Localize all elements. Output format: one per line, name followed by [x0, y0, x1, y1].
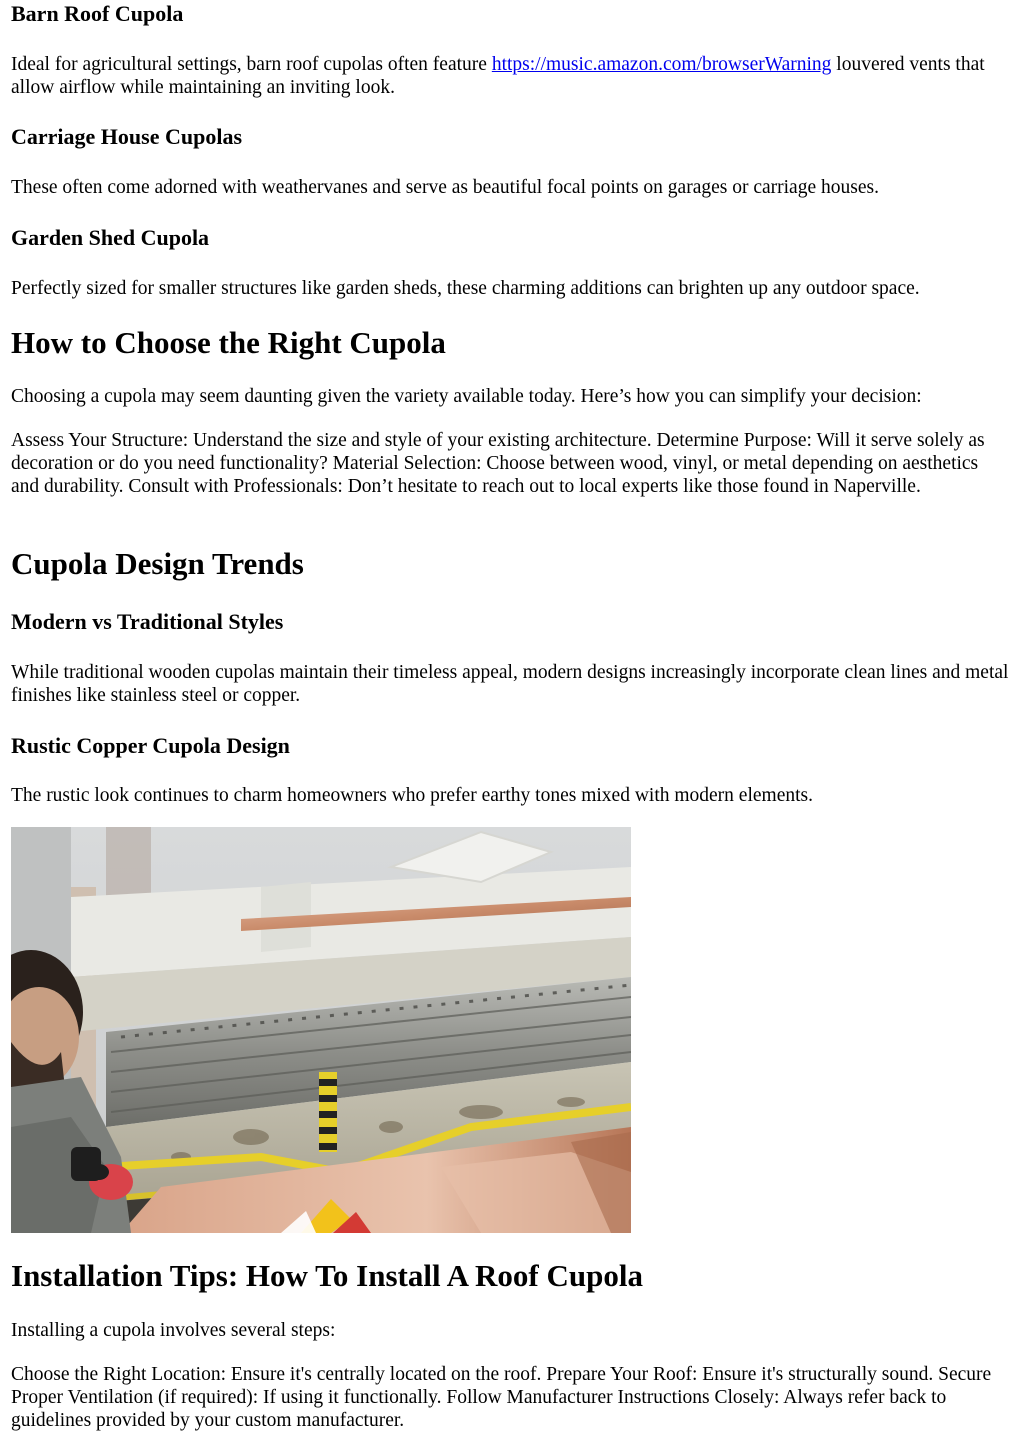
- paragraph-install-intro: Installing a cupola involves several steps:: [11, 1320, 336, 1341]
- paragraph-choose-steps: Assess Your Structure: Understand the size and style of your existing architecture. Determine Purpose: Will it serve solely as decoration or do you need functionality? Material Selection: Choose between wood, vinyl, or metal depending on aesthetics and durability. Consult with Professionals: Don’t hesitate to reach out to local experts like those found in Naperville.: [11, 430, 985, 497]
- barn-text-before: Ideal for agricultural settings, barn roof cupolas often feature: [11, 54, 492, 75]
- copper-bending-photo-art: [11, 827, 631, 1233]
- paragraph-garden-shed-cupola: Perfectly sized for smaller structures like garden sheds, these charming additions can brighten up any outdoor space.: [11, 278, 920, 299]
- heading-cupola-design-trends: Cupola Design Trends: [11, 546, 304, 581]
- heading-how-to-choose: How to Choose the Right Cupola: [11, 325, 446, 360]
- paragraph-rustic-copper: The rustic look continues to charm homeowners who prefer earthy tones mixed with modern elements.: [11, 785, 813, 806]
- paragraph-install-steps: Choose the Right Location: Ensure it's centrally located on the roof. Prepare Your Roof: Ensure it's structurally sound. Secure Proper Ventilation (if required): If using it functionally. Follow Manufacturer Instructions Closely: Always refer back to guidelines provided by your custom manufacturer.: [11, 1364, 992, 1431]
- paragraph-barn-roof-cupola: [11, 53, 1011, 99]
- paragraph-modern-vs-traditional: While traditional wooden cupolas maintain their timeless appeal, modern designs increasingly incorporate clean lines and metal finishes like stainless steel or copper.: [11, 662, 1009, 706]
- heading-barn-roof-cupola: Barn Roof Cupola: [11, 1, 184, 26]
- paragraph-choose-intro: Choosing a cupola may seem daunting given the variety available today. Here’s how you can simplify your decision:: [11, 386, 922, 407]
- heading-carriage-house-cupolas: Carriage House Cupolas: [11, 124, 242, 149]
- heading-modern-vs-traditional: Modern vs Traditional Styles: [11, 609, 284, 634]
- heading-garden-shed-cupola: Garden Shed Cupola: [11, 225, 210, 250]
- heading-installation-tips: Installation Tips: How To Install A Roof Cupola: [11, 1258, 643, 1293]
- amazon-music-link[interactable]: https://music.amazon.com/browserWarning: [491, 54, 832, 75]
- heading-rustic-copper: Rustic Copper Cupola Design: [11, 733, 290, 758]
- barn-text-after: louvered vents that allow airflow while maintaining an inviting look.: [11, 54, 985, 98]
- paragraph-carriage-house-cupolas: These often come adorned with weathervanes and serve as beautiful focal points on garages or carriage houses.: [11, 177, 879, 198]
- copper-bending-photo: [11, 827, 631, 1233]
